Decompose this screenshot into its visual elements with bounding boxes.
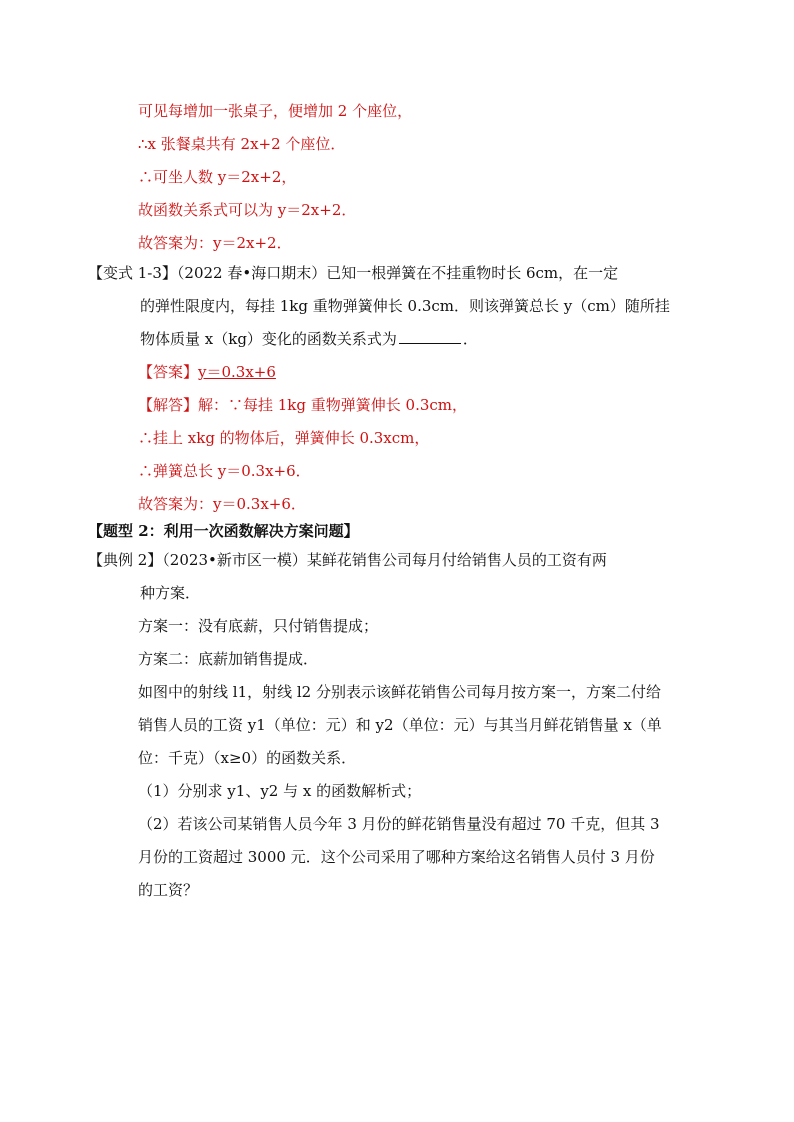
solution-2-line-1: 【解答】解：∵每挂 1kg 重物弹簧伸长 0.3cm，: [138, 396, 468, 414]
answer-label: 【答案】: [138, 363, 199, 381]
answer-blank: [399, 329, 461, 344]
answer-summary-1: 故答案为：y＝2x+2．: [138, 234, 292, 252]
variant-1-3-question-line-2: 的弹性限度内，每挂 1kg 重物弹簧伸长 0.3cm．则该弹簧总长 y（cm）随所挂: [140, 297, 670, 315]
plan-one: 方案一：没有底薪，只付销售提成；: [138, 617, 379, 635]
example-2-line-1: 【典例 2】（2023•新市区一模）某鲜花销售公司每月付给销售人员的工资有两: [88, 551, 607, 569]
solution-line-2: ∴x 张餐桌共有 2x+2 个座位．: [138, 135, 346, 153]
example-2-description-1: 如图中的射线 l1，射线 l2 分别表示该鲜花销售公司每月按方案一，方案二付给: [138, 683, 661, 701]
solution-line-4: 故函数关系式可以为 y＝2x+2．: [138, 201, 357, 219]
answer-line: [138, 362, 276, 382]
variant-1-3-question-line-1: 【变式 1-3】（2022 春•海口期末）已知一根弹簧在不挂重物时长 6cm，在一定: [88, 264, 619, 282]
sub-question-2-line-3: 的工资？: [138, 881, 199, 899]
answer-summary-2: 故答案为：y＝0.3x+6．: [138, 495, 306, 513]
question-text: 物体质量 x（kg）变化的函数关系式为: [140, 330, 397, 348]
solution-2-line-3: ∴弹簧总长 y＝0.3x+6．: [138, 462, 311, 480]
sub-question-2-line-1: （2）若该公司某销售人员今年 3 月份的鲜花销售量没有超过 70 千克，但其 3: [138, 815, 660, 833]
answer-value: y＝0.3x+6: [198, 363, 276, 381]
sub-question-2-line-2: 月份的工资超过 3000 元．这个公司采用了哪种方案给这名销售人员付 3 月份: [138, 848, 655, 866]
solution-line-3: ∴可坐人数 y＝2x+2，: [138, 168, 297, 186]
example-2-line-2: 种方案．: [140, 584, 201, 602]
variant-1-3-question-line-3: [140, 329, 478, 349]
solution-line-1: 可见每增加一张桌子，便增加 2 个座位，: [138, 102, 413, 120]
plan-two: 方案二：底薪加销售提成．: [138, 650, 319, 668]
question-tail: ．: [462, 330, 478, 348]
example-2-description-3: 位：千克）（x≥0）的函数关系．: [138, 749, 357, 767]
section-heading-type-2: 【题型 2：利用一次函数解决方案问题】: [88, 522, 359, 540]
sub-question-1: （1）分别求 y1、y2 与 x 的函数解析式；: [138, 782, 422, 800]
example-2-description-2: 销售人员的工资 y1（单位：元）和 y2（单位：元）与其当月鲜花销售量 x（单: [138, 716, 662, 734]
solution-2-line-2: ∴挂上 xkg 的物体后，弹簧伸长 0.3xcm，: [138, 429, 430, 447]
